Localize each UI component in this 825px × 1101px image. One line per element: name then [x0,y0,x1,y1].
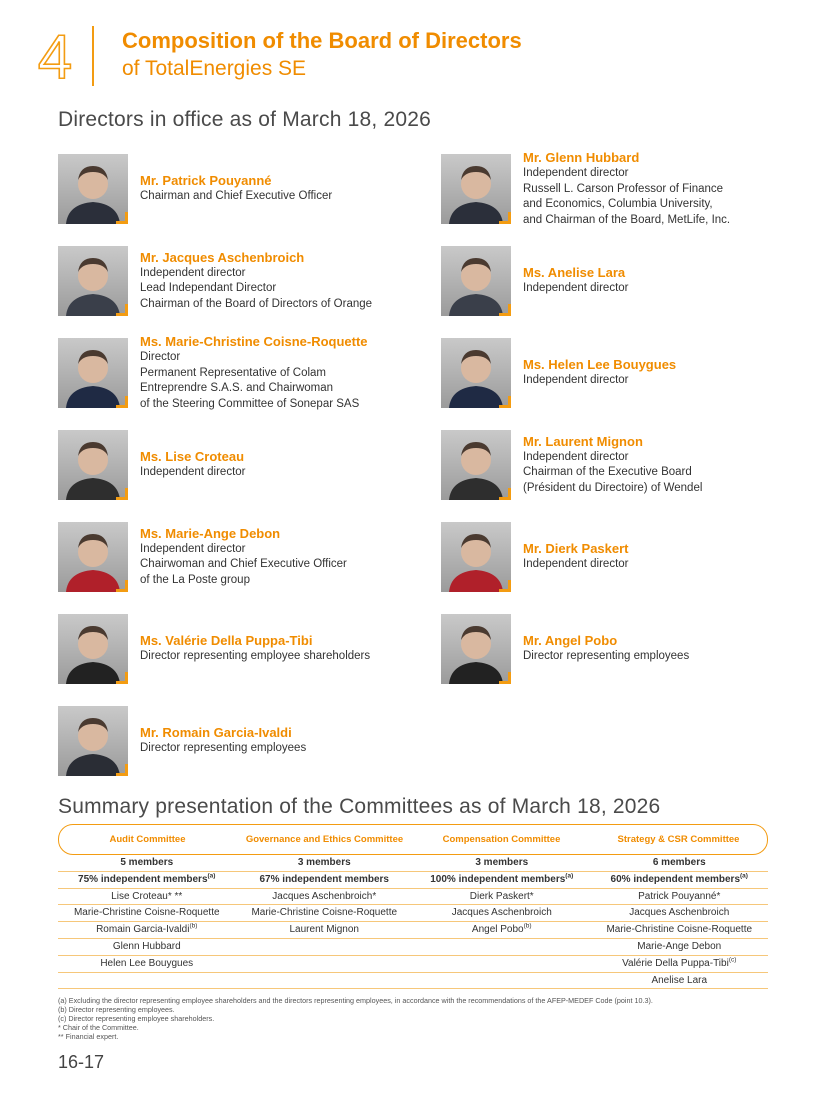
director-role: Independent director [140,466,246,479]
director-name: Mr. Dierk Paskert [523,541,629,557]
director-info [140,334,430,410]
committee-member-cell [236,889,414,905]
director-info [523,150,813,226]
committee-member-cell [591,973,769,989]
committee-member-cell [58,905,236,921]
director-role: Director [140,351,181,363]
director-name: Mr. Glenn Hubbard [523,150,640,165]
photo-corner-accent [499,488,511,500]
committee-member-cell [236,905,414,921]
committee-member-row [58,956,768,973]
header-divider [92,26,94,86]
members-count-cell: 3 members [297,857,351,868]
committee-member-cell [591,939,769,955]
director-info [523,430,813,500]
director-role: and Chairman of the Board, MetLife, Inc. [523,213,731,226]
cell-text: 67% independent members [259,873,389,885]
committee-member-cell [413,889,591,905]
footnote: (b) Director representing employees. [58,1005,175,1014]
director-role: Independent director [140,266,246,279]
cell-text: Laurent Mignon [289,924,359,936]
cell-text: Marie-Christine Coisne-Roquette [251,907,398,919]
director-info [140,522,430,592]
director-name: Ms. Helen Lee Bouygues [523,357,677,373]
director-card [58,706,418,776]
independence-row [58,872,768,889]
footnote-ref: (a) [565,872,574,880]
committee-header-governance: Governance and Ethics Committee [245,834,404,845]
footnote-ref: (b) [189,922,198,930]
photo-corner-accent [116,304,128,316]
director-info [523,614,813,684]
photo-corner-accent [499,304,511,316]
footnotes [58,996,778,1041]
cell-text: Helen Lee Bouygues [100,957,194,969]
director-card [58,154,418,224]
committee-member-row [58,973,768,990]
director-photo [58,522,128,592]
director-role: Chairman of the Board of Directors of Orange [140,297,373,310]
footnote: * Chair of the Committee. [58,1023,139,1032]
footnote: (c) Director representing employee shareholders. [58,1014,215,1023]
committee-member-cell [58,889,236,905]
independence-cell [58,872,236,888]
committee-member-cell [413,973,591,989]
director-info [140,154,430,224]
director-name: Mr. Romain Garcia-Ivaldi [140,725,292,741]
director-photo [441,154,511,224]
director-role: Russell L. Carson Professor of Finance [523,182,724,195]
cell-text: Jacques Aschenbroich* [272,890,377,902]
director-role: of the Steering Committee of Sonepar SAS [140,397,360,410]
committee-member-row [58,889,768,906]
committee-member-cell [591,905,769,921]
photo-corner-accent [116,396,128,408]
committee-member-row [58,939,768,956]
photo-corner-accent [116,212,128,224]
committee-member-cell [58,973,236,989]
director-name: Ms. Marie-Ange Debon [140,525,281,541]
director-role: Independent director [523,167,629,179]
committee-member-cell [236,939,414,955]
director-role: Permanent Representative of Colam [140,366,327,379]
cell-text: Marie-Christine Coisne-Roquette [73,907,220,919]
independence-cell [236,872,414,888]
director-role: Independent director [523,374,629,387]
committee-header-audit: Audit Committee [109,834,186,845]
footnote: (a) Excluding the director representing employee shareholders and the directors representing employees, in accordance with the recommendations of the AFEP-MEDEF Code (point 10.3). [58,996,653,1005]
chapter-number: 4 [37,24,73,86]
director-card [58,430,418,500]
cell-text: Valérie Della Puppa-Tibi [622,957,729,969]
director-role: Chairman and Chief Executive Officer [140,190,333,203]
director-photo [58,338,128,408]
director-info [140,430,430,500]
director-name: Ms. Anelise Lara [523,265,626,281]
director-card [441,150,801,226]
footnote-ref: (a) [740,872,748,880]
photo-corner-accent [499,672,511,684]
director-photo [441,246,511,316]
director-info [140,706,430,776]
director-info [140,246,430,316]
director-name: Mr. Jacques Aschenbroich [140,249,305,265]
committee-member-cell [413,939,591,955]
director-name: Ms. Marie-Christine Coisne-Roquette [140,334,368,349]
independence-cell [413,872,591,888]
director-photo [58,614,128,684]
photo-corner-accent [499,580,511,592]
committee-member-row [58,905,768,922]
committee-member-cell [58,922,236,938]
director-role: Independent director [523,282,629,295]
director-role: Chairwoman and Chief Executive Officer [140,558,347,571]
director-role: of the La Poste group [140,573,250,586]
chapter-number-graphic [30,24,80,86]
director-info [140,614,430,684]
committee-header-strategy: Strategy & CSR Committee [617,834,740,845]
committee-member-cell [236,956,414,972]
director-info [523,338,813,408]
cell-text: Angel Pobo [471,924,524,936]
cell-text: Jacques Aschenbroich [629,907,730,919]
member-rows [58,889,768,990]
cell-text: Jacques Aschenbroich [451,907,552,919]
director-photo [441,338,511,408]
members-count-row [58,855,768,872]
director-role: and Economics, Columbia University, [523,198,713,210]
director-role: Independent director [523,450,629,463]
director-card [441,338,801,408]
director-info [523,246,813,316]
footnote: ** Financial expert. [58,1032,119,1041]
cell-text: Marie-Christine Coisne-Roquette [606,924,753,936]
director-card [58,522,418,592]
director-role: Director representing employee shareholders [140,650,371,663]
cell-text: Dierk Paskert* [469,890,534,902]
footnote-ref: (c) [728,956,737,964]
director-name: Ms. Lise Croteau [140,449,245,465]
director-card [441,246,801,316]
footnote-ref: (a) [207,872,216,880]
photo-corner-accent [116,672,128,684]
director-card [441,522,801,592]
members-count-cell: 3 members [475,857,529,868]
cell-text: Anelise Lara [651,974,708,986]
director-photo [58,246,128,316]
director-photo [441,430,511,500]
cell-text: Patrick Pouyanné* [638,890,721,902]
committee-member-cell [413,922,591,938]
photo-corner-accent [116,580,128,592]
committee-header-compensation: Compensation Committee [442,834,561,845]
director-name: Mr. Patrick Pouyanné [140,173,272,189]
page-number: 16-17 [58,1052,105,1072]
director-photo [58,430,128,500]
committee-member-row [58,922,768,939]
director-photo [441,614,511,684]
members-count-cell: 6 members [652,857,706,868]
committee-member-cell [413,956,591,972]
committee-member-cell [413,905,591,921]
directors-heading: Directors in office as of March 18, 2026 [58,108,431,131]
cell-text: 60% independent members [610,873,741,885]
page-title: Composition of the Board of Directors [122,28,522,53]
director-role: Lead Independant Director [140,282,277,295]
photo-corner-accent [116,488,128,500]
director-card [58,334,418,410]
committee-member-cell [591,922,769,938]
committee-member-cell [591,956,769,972]
committees-heading: Summary presentation of the Committees as of March 18, 2026 [58,795,661,818]
director-name: Mr. Laurent Mignon [523,433,643,449]
committee-member-cell [58,956,236,972]
director-role: Entreprendre S.A.S. and Chairwoman [140,382,334,394]
photo-corner-accent [116,764,128,776]
cell-text: Glenn Hubbard [112,940,181,952]
committees-table [58,824,768,989]
director-card [58,614,418,684]
director-info [523,522,813,592]
director-card [58,246,418,316]
director-photo [441,522,511,592]
director-card [441,614,801,684]
photo-corner-accent [499,212,511,224]
director-name: Mr. Angel Pobo [523,633,618,649]
director-photo [58,706,128,776]
director-name: Ms. Valérie Della Puppa-Tibi [140,633,313,649]
committee-member-cell [58,939,236,955]
committee-member-cell [591,889,769,905]
director-card [441,430,801,500]
director-role: Director representing employees [140,742,307,755]
committee-member-cell [236,973,414,989]
director-role: Independent director [140,542,246,555]
cell-text: Lise Croteau* ** [111,890,183,902]
director-role: Director representing employees [523,650,690,663]
director-role: Chairman of the Executive Board [523,466,692,479]
director-role: (Président du Directoire) of Wendel [523,481,703,494]
photo-corner-accent [499,396,511,408]
cell-text: Marie-Ange Debon [637,940,722,952]
chapter-header [30,24,730,88]
members-count-cell: 5 members [120,857,174,868]
cell-text: 100% independent members [430,873,566,885]
committee-member-cell [236,922,414,938]
cell-text: 75% independent members [78,873,208,885]
footnote-ref: (b) [523,922,532,930]
page-subtitle: of TotalEnergies SE [122,57,307,80]
director-role: Independent director [523,558,629,571]
cell-text: Romain Garcia-Ivaldi [96,924,190,936]
committees-header-row [58,824,768,855]
independence-cell [591,872,769,888]
director-photo [58,154,128,224]
